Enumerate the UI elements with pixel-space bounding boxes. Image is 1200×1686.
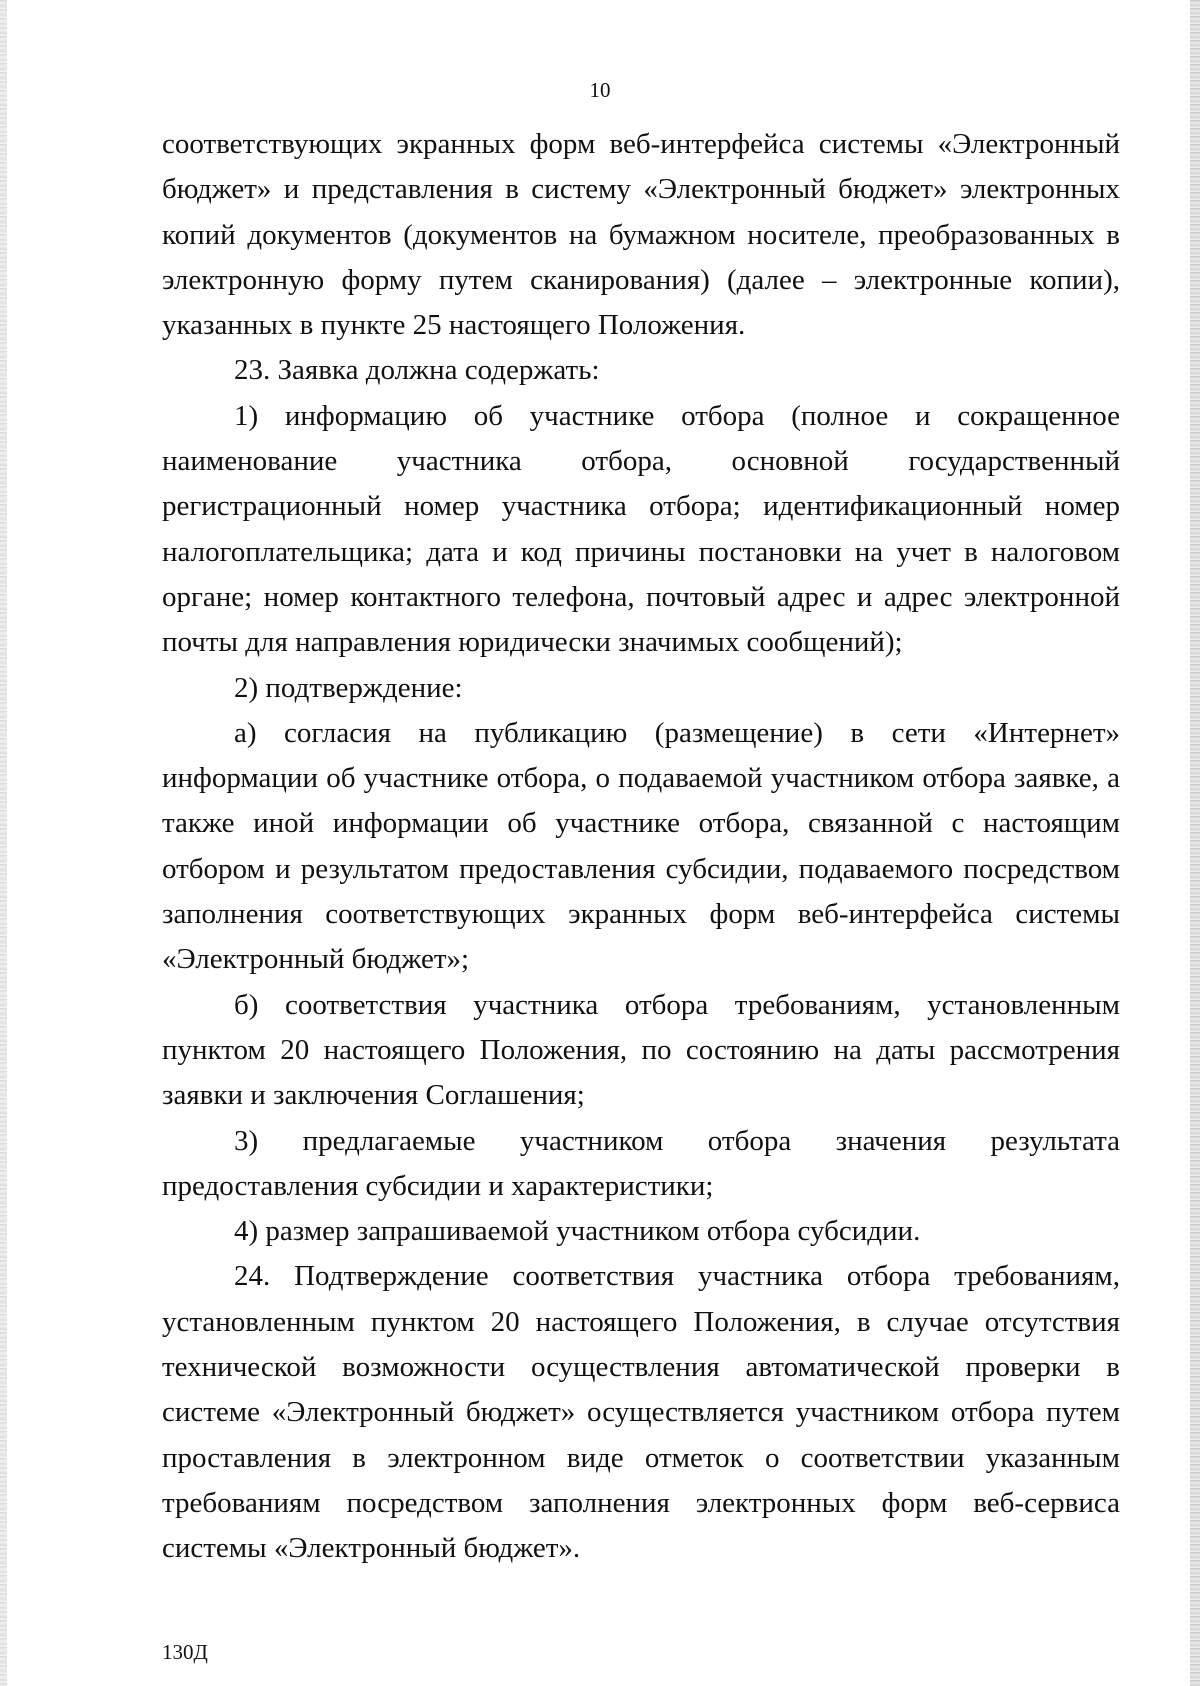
paragraph-clause-23: 23. Заявка должна содержать: [234,354,600,387]
document-body [162,122,1120,1572]
scan-edge-right [1190,0,1200,1686]
paragraph-clause-24: 24. Подтверждение соответствия участника отбора требованиям, установленным пунктом 20 настоящего Положения, в случае отсутствия технической возможности осуществления автоматической проверки в системе «Электронный бюджет» осуществляется участником отбора путем проставления в электронном виде отметок о соответствии указанным требованиям посредством заполнения электронных форм веб-сервиса системы «Электронный бюджет». [162,1260,1120,1565]
page-number: 10 [589,78,611,102]
footer-document-code: 130Д [162,1640,208,1664]
scan-edge-left [0,0,7,1686]
paragraph-item-1: 1) информацию об участнике отбора (полное и сокращенное наименование участника отбора, основной государственный регистрационный номер участника отбора; идентификационный номер налогоплательщика; дата и код причины постановки на учет в налоговом органе; номер контактного телефона, почтовый адрес и адрес электронной почты для направления юридически значимых сообщений); [162,399,1120,659]
paragraph-item-2a: а) согласия на публикацию (размещение) в сети «Интернет» информации об участнике отбора, о подаваемой участником отбора заявке, а также иной информации об участнике отбора, связанной с настоящим отбором и результатом предоставления субсидии, подаваемого посредством заполнения соответствующих экранных форм веб-интерфейса системы «Электронный бюджет»; [162,716,1120,976]
paragraph-item-2b: б) соответствия участника отбора требованиям, установленным пунктом 20 настоящего Положения, по состоянию на даты рассмотрения заявки и заключения Соглашения; [162,988,1120,1112]
paragraph-item-2: 2) подтверждение: [234,671,463,704]
paragraph-item-4: 4) размер запрашиваемой участником отбора субсидии. [234,1215,921,1248]
paragraph-continuation: соответствующих экранных форм веб-интерфейса системы «Электронный бюджет» и представления в систему «Электронный бюджет» электронных копий документов (документов на бумажном носителе, преобразованных в электронную форму путем сканирования) (далее – электронные копии), указанных в пункте 25 настоящего Положения. [162,128,1120,342]
paragraph-item-3: 3) предлагаемые участником отбора значения результата предоставления субсидии и характеристики; [162,1124,1120,1202]
